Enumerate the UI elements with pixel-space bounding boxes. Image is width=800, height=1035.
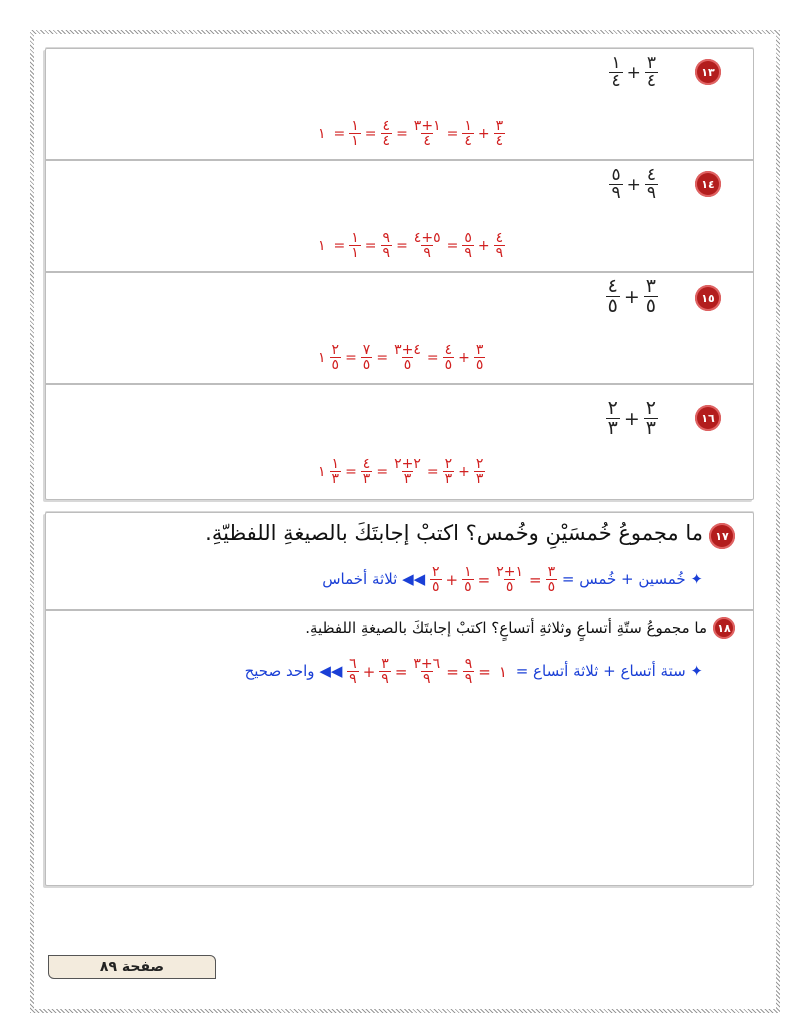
answer-prefix: ✦ ستة أتساع + ثلاثة أتساع =	[515, 662, 703, 680]
exercise-13	[46, 49, 753, 161]
fraction: $\frac{١}{١}$	[351, 230, 359, 261]
fraction: $\frac{٦+٣}{٩}$	[413, 656, 441, 687]
exercise-17	[46, 513, 753, 611]
operator: =	[345, 463, 357, 480]
operator: =	[364, 125, 377, 142]
exercise-answer	[314, 231, 505, 260]
fraction: $\frac{٣}{٤}$	[495, 118, 504, 149]
page-number-label: صفحة ٨٩	[48, 955, 216, 979]
answer-suffix: ◀◀ واحد صحيح	[244, 662, 343, 680]
fraction: $\frac{٤}{٩}$	[646, 165, 656, 203]
fraction: $\frac{٦}{٩}$	[349, 656, 357, 687]
fraction: $\frac{١+٣}{٤}$	[413, 118, 441, 149]
operator: =	[376, 463, 389, 480]
exercise-15	[46, 273, 753, 385]
fraction: $\frac{٤}{٩}$	[495, 230, 504, 261]
fraction: $\frac{٤}{٥}$	[607, 275, 618, 317]
exercise-answer	[245, 657, 703, 686]
fraction: $\frac{٢}{٣}$	[444, 456, 453, 487]
fraction: $\frac{١}{١}$	[351, 118, 359, 149]
fraction: $\frac{٧}{٥}$	[362, 342, 371, 373]
fraction: $\frac{٢+٢}{٣}$	[394, 456, 421, 487]
fraction: $\frac{٢}{٥}$	[431, 564, 440, 595]
operator: =	[394, 662, 408, 681]
operator: +	[477, 237, 490, 254]
fraction: $\frac{١}{٣}$	[331, 456, 340, 487]
exercise-18	[46, 611, 753, 883]
exercise-answer	[314, 343, 485, 372]
fraction: $\frac{٢}{٣}$	[475, 456, 484, 487]
operator: =	[478, 662, 491, 681]
answer-fractions	[347, 656, 511, 687]
operator: +	[458, 463, 470, 480]
operator: +	[445, 570, 459, 589]
fraction: $\frac{٣}{٥}$	[475, 342, 484, 373]
operator: =	[477, 570, 491, 589]
whole-number: ١	[318, 349, 326, 366]
exercise-number-badge: ١٤	[695, 171, 721, 197]
fraction: $\frac{١}{٥}$	[464, 564, 472, 595]
fraction: $\frac{٤}{٥}$	[444, 342, 453, 373]
fraction: $\frac{٤}{٤}$	[382, 118, 391, 149]
fraction: $\frac{٤+٣}{٥}$	[394, 342, 421, 373]
fraction: $\frac{٥+٤}{٩}$	[413, 230, 441, 261]
fraction: $\frac{٣}{٥}$	[547, 564, 556, 595]
exercise-answer	[314, 119, 505, 148]
exercise-answer	[322, 565, 703, 594]
operator: =	[446, 662, 459, 681]
operator: =	[446, 237, 459, 254]
fraction: $\frac{٣}{٩}$	[381, 656, 389, 687]
fraction: $\frac{٩}{٩}$	[464, 656, 473, 687]
operator: =	[396, 125, 408, 142]
fraction: $\frac{٩}{٩}$	[382, 230, 391, 261]
exercise-14	[46, 161, 753, 273]
answer-suffix: ◀◀ ثلاثة أخماس	[322, 570, 426, 588]
exercise-answer	[314, 457, 485, 486]
fraction: $\frac{١+٢}{٥}$	[496, 564, 523, 595]
operator: +	[477, 125, 490, 142]
fraction: $\frac{٤}{٣}$	[362, 456, 371, 487]
exercise-problem: $\frac{٢}{٣}$ + $\frac{٢}{٣}$	[607, 397, 656, 439]
operator: =	[376, 349, 389, 366]
exercise-number-badge: ١٥	[695, 285, 721, 311]
word-problems-group	[45, 512, 754, 886]
exercise-question: ما مجموعُ خُمسَيْنِ وخُمس؟ اكتبْ إجابتَكَ بالصيغةِ اللفظيّةِ.	[205, 521, 703, 545]
answer-prefix: ✦ خُمسين + خُمس =	[561, 570, 703, 588]
whole-number: ١	[318, 125, 326, 142]
exercise-number-badge: ١٦	[695, 405, 721, 431]
fraction: $\frac{٥}{٩}$	[611, 165, 621, 203]
exercise-number-badge: ١٧	[709, 523, 735, 549]
exercise-problem: $\frac{١}{٤}$ + $\frac{٣}{٤}$	[611, 53, 656, 91]
exercise-problem: $\frac{٤}{٥}$ + $\frac{٣}{٥}$	[607, 275, 656, 317]
fraction: $\frac{٢}{٥}$	[331, 342, 340, 373]
operator: =	[345, 349, 357, 366]
operator: =	[446, 125, 459, 142]
exercises-13-16-group	[45, 48, 754, 500]
whole-number: ١	[498, 662, 507, 681]
operator: =	[426, 463, 439, 480]
whole-number: ١	[318, 463, 326, 480]
operator: =	[528, 570, 542, 589]
operator: =	[333, 125, 346, 142]
whole-number: ١	[318, 237, 326, 254]
fraction: $\frac{٢}{٣}$	[645, 397, 656, 439]
exercise-16	[46, 385, 753, 497]
exercise-question: ما مجموعُ ستّةِ أتساعٍ وثلاثةِ أتساعٍ؟ اكتبْ إجابتَكَ بالصيغةِ اللفظيةِ.	[305, 619, 707, 637]
exercise-number-badge: ١٣	[695, 59, 721, 85]
operator: =	[426, 349, 439, 366]
operator: =	[396, 237, 408, 254]
answer-fractions	[430, 564, 557, 595]
exercise-problem: $\frac{٥}{٩}$ + $\frac{٤}{٩}$	[611, 165, 656, 203]
fraction: $\frac{٢}{٣}$	[607, 397, 618, 439]
fraction: $\frac{١}{٤}$	[611, 53, 621, 91]
fraction: $\frac{٣}{٥}$	[645, 275, 656, 317]
operator: =	[364, 237, 377, 254]
exercise-number-badge: ١٨	[713, 617, 735, 639]
operator: =	[333, 237, 346, 254]
operator: +	[458, 349, 470, 366]
operator: +	[362, 662, 376, 681]
fraction: $\frac{١}{٤}$	[464, 118, 472, 149]
fraction: $\frac{٣}{٤}$	[646, 53, 656, 91]
fraction: $\frac{٥}{٩}$	[464, 230, 472, 261]
